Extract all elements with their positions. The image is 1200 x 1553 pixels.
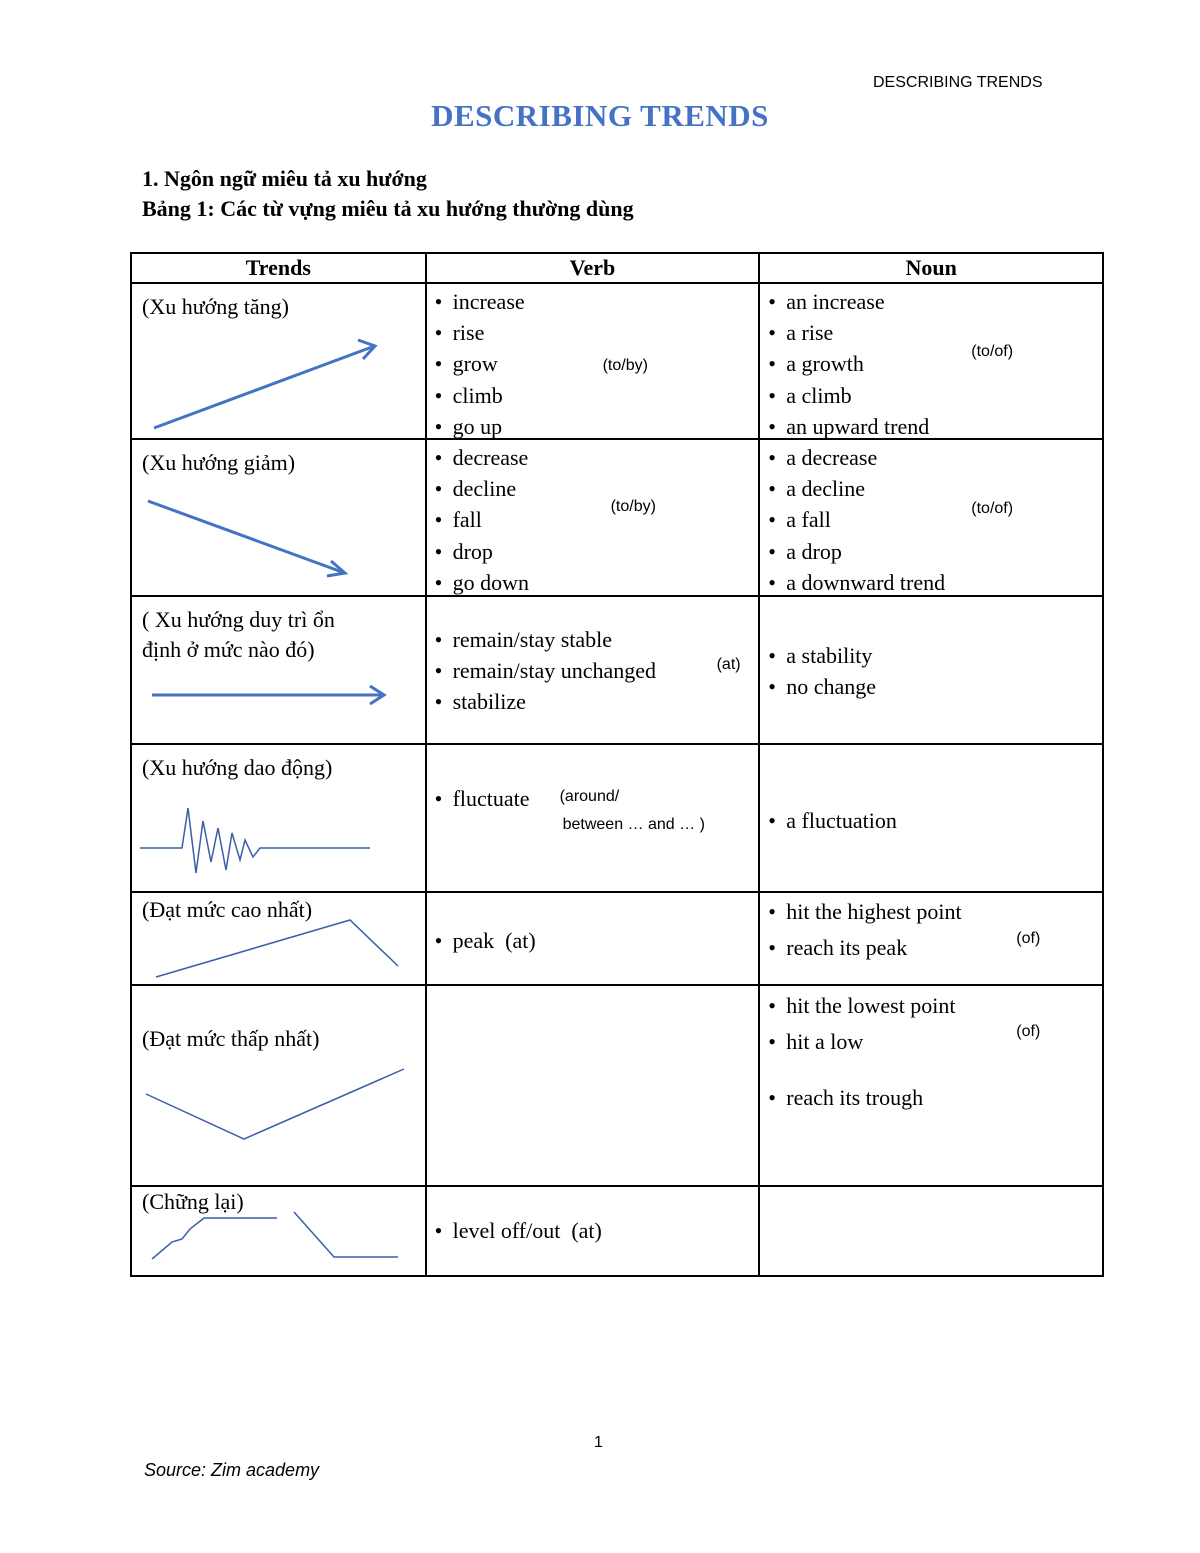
verb-cell: [426, 744, 760, 892]
list-item: • a decline: [768, 476, 866, 502]
trend-cell: [131, 283, 426, 439]
list-item: • level off/out (at): [434, 1218, 602, 1243]
noun-list: [768, 442, 945, 598]
list-item: • a growth: [768, 351, 864, 377]
source-note: Source: Zim academy: [144, 1460, 320, 1480]
list-item: • hit a low: [768, 1029, 864, 1054]
running-header: DESCRIBING TRENDS: [873, 74, 1043, 91]
table-row: [131, 892, 1103, 985]
verb-cell: [426, 596, 760, 744]
trend-label: (Xu hướng dao động): [142, 755, 333, 780]
verb-cell: [426, 1186, 760, 1276]
column-header-verb: Verb: [426, 253, 760, 283]
list-item: • decline: [434, 476, 517, 502]
peak-line-icon: [132, 893, 422, 984]
fluctuation-line-icon: [132, 745, 422, 891]
page-number: 1: [594, 1434, 603, 1451]
noun-cell: [759, 439, 1103, 596]
verb-cell: [426, 283, 760, 439]
list-item: • grow: [434, 351, 498, 377]
table-row: [131, 1186, 1103, 1276]
list-item: • a drop: [768, 538, 842, 564]
list-item: • a fall: [768, 507, 831, 533]
trend-label: ( Xu hướng duy trì ổn định ở mức nào đó): [142, 607, 335, 662]
list-item: • an upward trend: [768, 413, 930, 439]
level-off-lines-icon: [132, 1187, 422, 1275]
list-item: • stabilize: [434, 689, 526, 715]
downward-arrow-icon: [132, 440, 422, 595]
list-item: • go up: [434, 413, 503, 439]
trends-table: [130, 252, 1104, 1277]
preposition-note: (at): [716, 656, 741, 673]
trend-cell: [131, 744, 426, 892]
document-title: DESCRIBING TRENDS: [431, 98, 769, 133]
list-item: • a climb: [768, 382, 852, 408]
preposition-note: between … and … ): [562, 816, 705, 833]
verb-list: [435, 286, 525, 442]
verb-cell: [426, 985, 760, 1186]
table-row: [131, 744, 1103, 892]
trend-cell: [131, 596, 426, 744]
list-item: • remain/stay unchanged: [434, 658, 657, 684]
noun-list: [768, 988, 955, 1116]
list-item: • reach its trough: [768, 1085, 924, 1110]
verb-list: [435, 1215, 602, 1246]
preposition-note: (to/of): [971, 343, 1014, 360]
noun-list: [768, 805, 897, 836]
preposition-note: (around/: [559, 788, 620, 805]
verb-list: [435, 442, 529, 598]
noun-list: [768, 640, 876, 702]
list-item: • a downward trend: [768, 569, 946, 595]
section-heading: 1. Ngôn ngữ miêu tả xu hướng: [142, 166, 427, 191]
list-item: • drop: [434, 538, 493, 564]
trend-cell: [131, 1186, 426, 1276]
trend-cell: [131, 439, 426, 596]
list-item: • no change: [768, 674, 877, 700]
trough-line-icon: [132, 986, 422, 1185]
verb-list: [435, 624, 656, 718]
list-item: • a stability: [768, 643, 873, 668]
verb-list: [435, 783, 530, 814]
trend-label: (Chững lại): [142, 1189, 244, 1214]
table-row: [131, 985, 1103, 1186]
list-item: • hit the lowest point: [768, 993, 956, 1018]
preposition-note: (to/by): [602, 357, 648, 374]
noun-cell: [759, 283, 1103, 439]
noun-cell: [759, 744, 1103, 892]
noun-cell: [759, 985, 1103, 1186]
list-item: • hit the highest point: [768, 899, 962, 924]
trend-label: (Đạt mức cao nhất): [142, 897, 313, 922]
preposition-note: (to/by): [610, 498, 656, 515]
trend-label: (Đạt mức thấp nhất): [142, 1026, 320, 1051]
flat-arrow-icon: [132, 597, 422, 743]
list-item: • remain/stay stable: [434, 627, 613, 652]
preposition-note: (of): [1016, 1023, 1041, 1040]
noun-cell: [759, 596, 1103, 744]
verb-cell: [426, 892, 760, 985]
verb-list: [435, 925, 536, 956]
trend-label: (Xu hướng tăng): [142, 294, 289, 319]
noun-list: [768, 894, 961, 966]
list-item: • peak (at): [434, 928, 536, 953]
table-caption: Bảng 1: Các từ vựng miêu tả xu hướng thường dùng: [142, 196, 634, 221]
trend-cell: [131, 892, 426, 985]
table-row: [131, 596, 1103, 744]
preposition-note: (to/of): [971, 500, 1014, 517]
trend-label: (Xu hướng giảm): [142, 450, 296, 475]
table-row: [131, 439, 1103, 596]
noun-cell: [759, 1186, 1103, 1276]
table-row: [131, 283, 1103, 439]
list-item: • decrease: [434, 445, 529, 470]
list-item: • a rise: [768, 320, 834, 346]
noun-list: [768, 286, 929, 442]
list-item: • climb: [434, 382, 503, 408]
list-item: • go down: [434, 569, 529, 595]
list-item: • fluctuate: [434, 786, 530, 811]
list-item: • a decrease: [768, 445, 878, 470]
list-item: • an increase: [768, 289, 885, 314]
list-item: • fall: [434, 507, 482, 533]
verb-cell: [426, 439, 760, 596]
trend-cell: [131, 985, 426, 1186]
preposition-note: (of): [1016, 930, 1041, 947]
noun-cell: [759, 892, 1103, 985]
list-item: • increase: [434, 289, 525, 314]
column-header-noun: Noun: [759, 253, 1103, 283]
list-item: • rise: [434, 320, 485, 346]
list-item: • reach its peak: [768, 935, 908, 960]
table-header-row: [131, 253, 1103, 283]
upward-arrow-icon: [132, 284, 422, 438]
column-header-trends: Trends: [131, 253, 426, 283]
list-item: • a fluctuation: [768, 808, 897, 833]
